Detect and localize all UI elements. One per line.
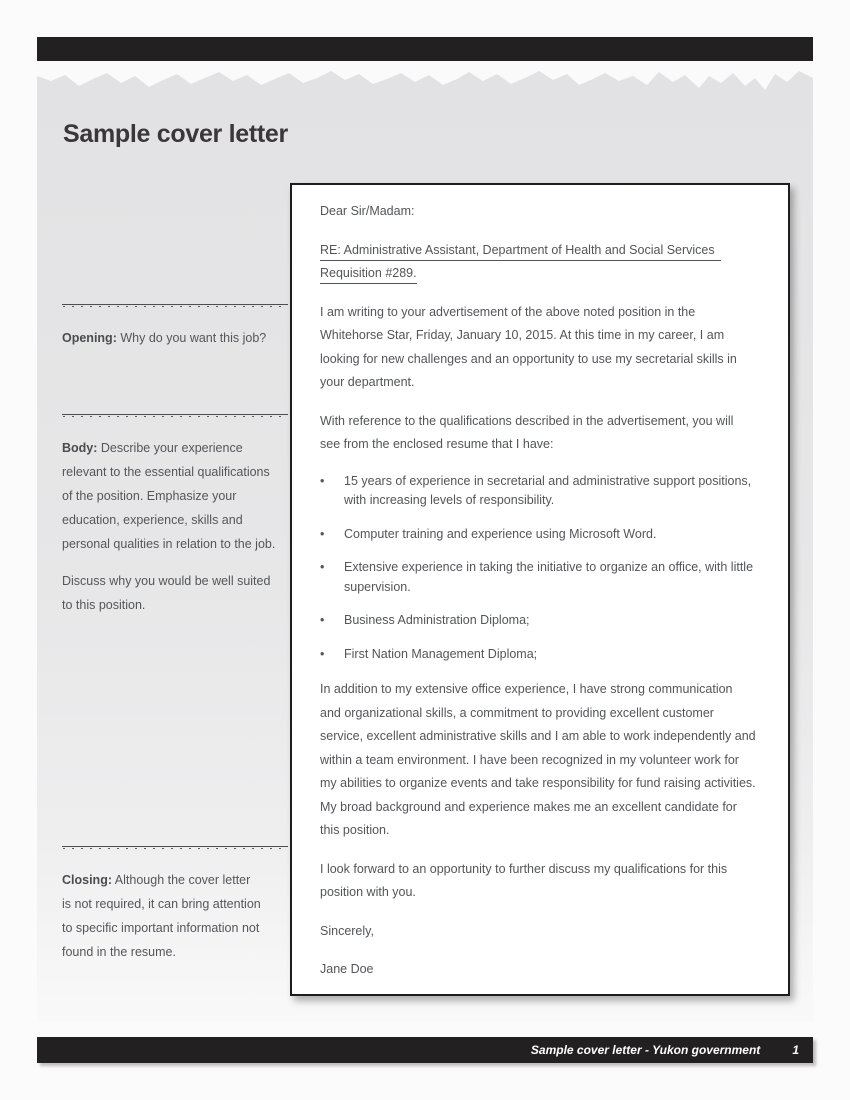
dashed-divider (62, 414, 288, 418)
bullet-item: • 15 years of experience in secretarial and administrative support positions, with increasing levels of responsibility. (320, 472, 756, 511)
cover-letter-document (290, 183, 790, 996)
bullet-item: • Computer training and experience using Microsoft Word. (320, 525, 756, 545)
dashed-divider (62, 846, 288, 850)
letter-salutation: Dear Sir/Madam: (320, 204, 415, 218)
body-label: Body: (62, 441, 98, 455)
letter-paragraph-3: In addition to my extensive office experience, I have strong communication and organizational skills, a commitment to providing excellent customer service, excellent administrative skills and I am able to work independently and within a team environment. I have been recognized in my volunteer work for my abilities to organize events and take responsibility for fund raising activities. My broad background and experience makes me an excellent candidate for this position. (320, 682, 756, 837)
body-annotation-paragraph-1: Body: Describe your experience relevant to the essential qualifications of the position. Emphasize your education, experience, skills and personal qualities in relation to the job. (62, 441, 276, 551)
footer-title: Sample cover letter - Yukon government (530, 1043, 761, 1057)
letter-paragraph-2: With reference to the qualifications described in the advertisement, you will see from the enclosed resume that I have: (320, 413, 734, 451)
torn-paper-edge-decoration (37, 61, 813, 97)
bullet-item: • Extensive experience in taking the initiative to organize an office, with little supervision. (320, 558, 756, 597)
bullet-icon: • (320, 646, 325, 661)
page-number: 1 (792, 1043, 799, 1057)
subject-line-2: Requisition #289. (320, 266, 417, 284)
closing-annotation: Closing: Although the cover letter is not required, it can bring attention to specific important information not found in the resume. (62, 873, 261, 959)
body-annotation (62, 436, 289, 617)
letter-paragraph-4: I look forward to an opportunity to further discuss my qualifications for this position with you. (320, 861, 728, 899)
page-title: Sample cover letter (63, 120, 288, 148)
opening-annotation (62, 326, 289, 350)
opening-text: Why do you want this job? (120, 331, 267, 345)
bullet-item: • First Nation Management Diploma; (320, 645, 756, 665)
bullet-icon: • (320, 613, 325, 627)
opening-label: Opening: (62, 331, 117, 345)
bullet-icon: • (320, 473, 325, 488)
subject-line-1: RE: Administrative Assistant, Department of Health and Social Services (320, 243, 721, 261)
bullet-icon: • (320, 560, 325, 574)
top-black-bar (37, 37, 813, 63)
bullet-icon: • (320, 526, 325, 541)
bullet-item: • Business Administration Diploma; (320, 611, 756, 631)
closing-label: Closing: (62, 873, 112, 887)
qualification-bullet-list (320, 472, 756, 665)
letter-paragraph-1: I am writing to your advertisement of the above noted position in the Whitehorse Star, Friday, January 10, 2015. At this time in my career, I am looking for new challenges and an opportunity to use my secretarial skills in your department. (320, 304, 737, 389)
footer-bar (37, 1037, 813, 1063)
letter-signature: Jane Doe (320, 962, 374, 976)
dashed-divider (62, 304, 288, 308)
body-annotation-paragraph-2: Discuss why you would be well suited to this position. (62, 574, 271, 612)
letter-subject-line (320, 239, 756, 286)
opening-annotation-line (62, 326, 289, 350)
letter-sign-off: Sincerely, (320, 923, 374, 938)
